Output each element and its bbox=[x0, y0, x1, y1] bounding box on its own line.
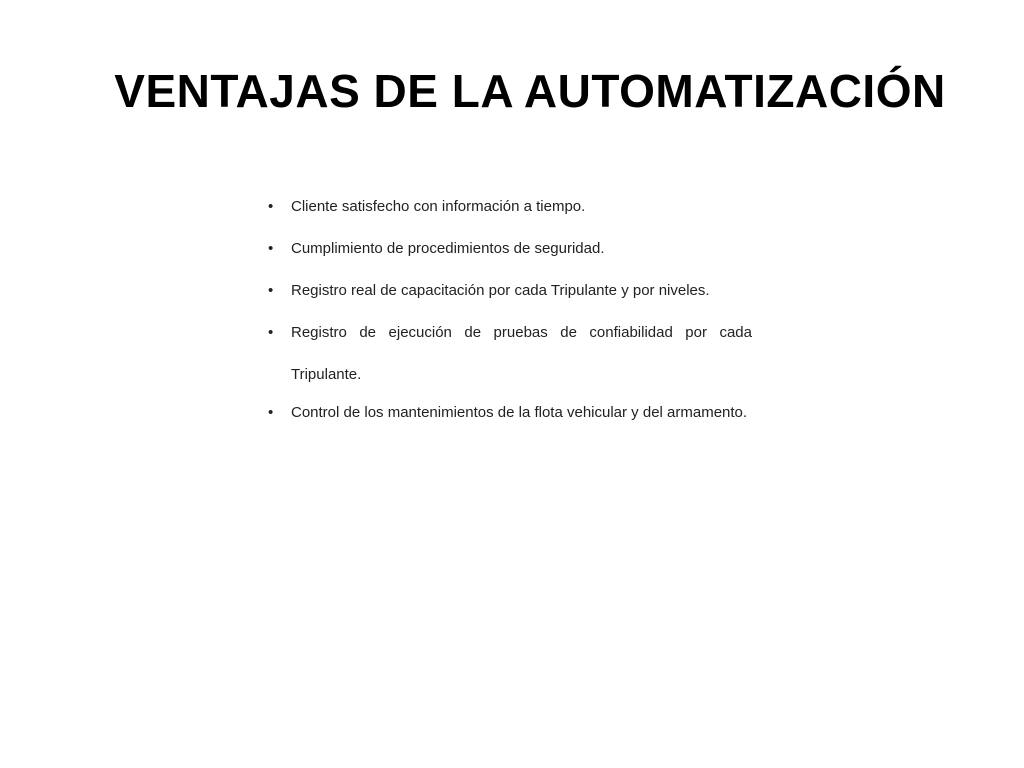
list-item bbox=[266, 394, 752, 432]
slide-title: VENTAJAS DE LA AUTOMATIZACIÓN bbox=[114, 65, 946, 117]
bullet-text: Registro de ejecución de pruebas de confiabilidad por cada Tripulante. bbox=[291, 324, 752, 383]
bullet-icon: • bbox=[268, 198, 274, 215]
bullet-icon: • bbox=[268, 324, 274, 341]
bullet-text: Registro real de capacitación por cada Tripulante y por niveles. bbox=[291, 282, 710, 299]
list-item bbox=[266, 280, 752, 302]
bullet-icon: • bbox=[268, 404, 274, 421]
list-item bbox=[266, 312, 752, 396]
list-item bbox=[266, 196, 752, 218]
bullet-text: Cliente satisfecho con información a tiempo. bbox=[291, 198, 586, 215]
bullet-list bbox=[266, 196, 752, 432]
bullet-text: Control de los mantenimientos de la flota vehicular y del armamento. bbox=[291, 404, 748, 421]
bullet-text: Cumplimiento de procedimientos de seguridad. bbox=[291, 240, 605, 257]
list-item bbox=[266, 238, 752, 260]
bullet-icon: • bbox=[268, 240, 274, 257]
bullet-icon: • bbox=[268, 282, 274, 299]
